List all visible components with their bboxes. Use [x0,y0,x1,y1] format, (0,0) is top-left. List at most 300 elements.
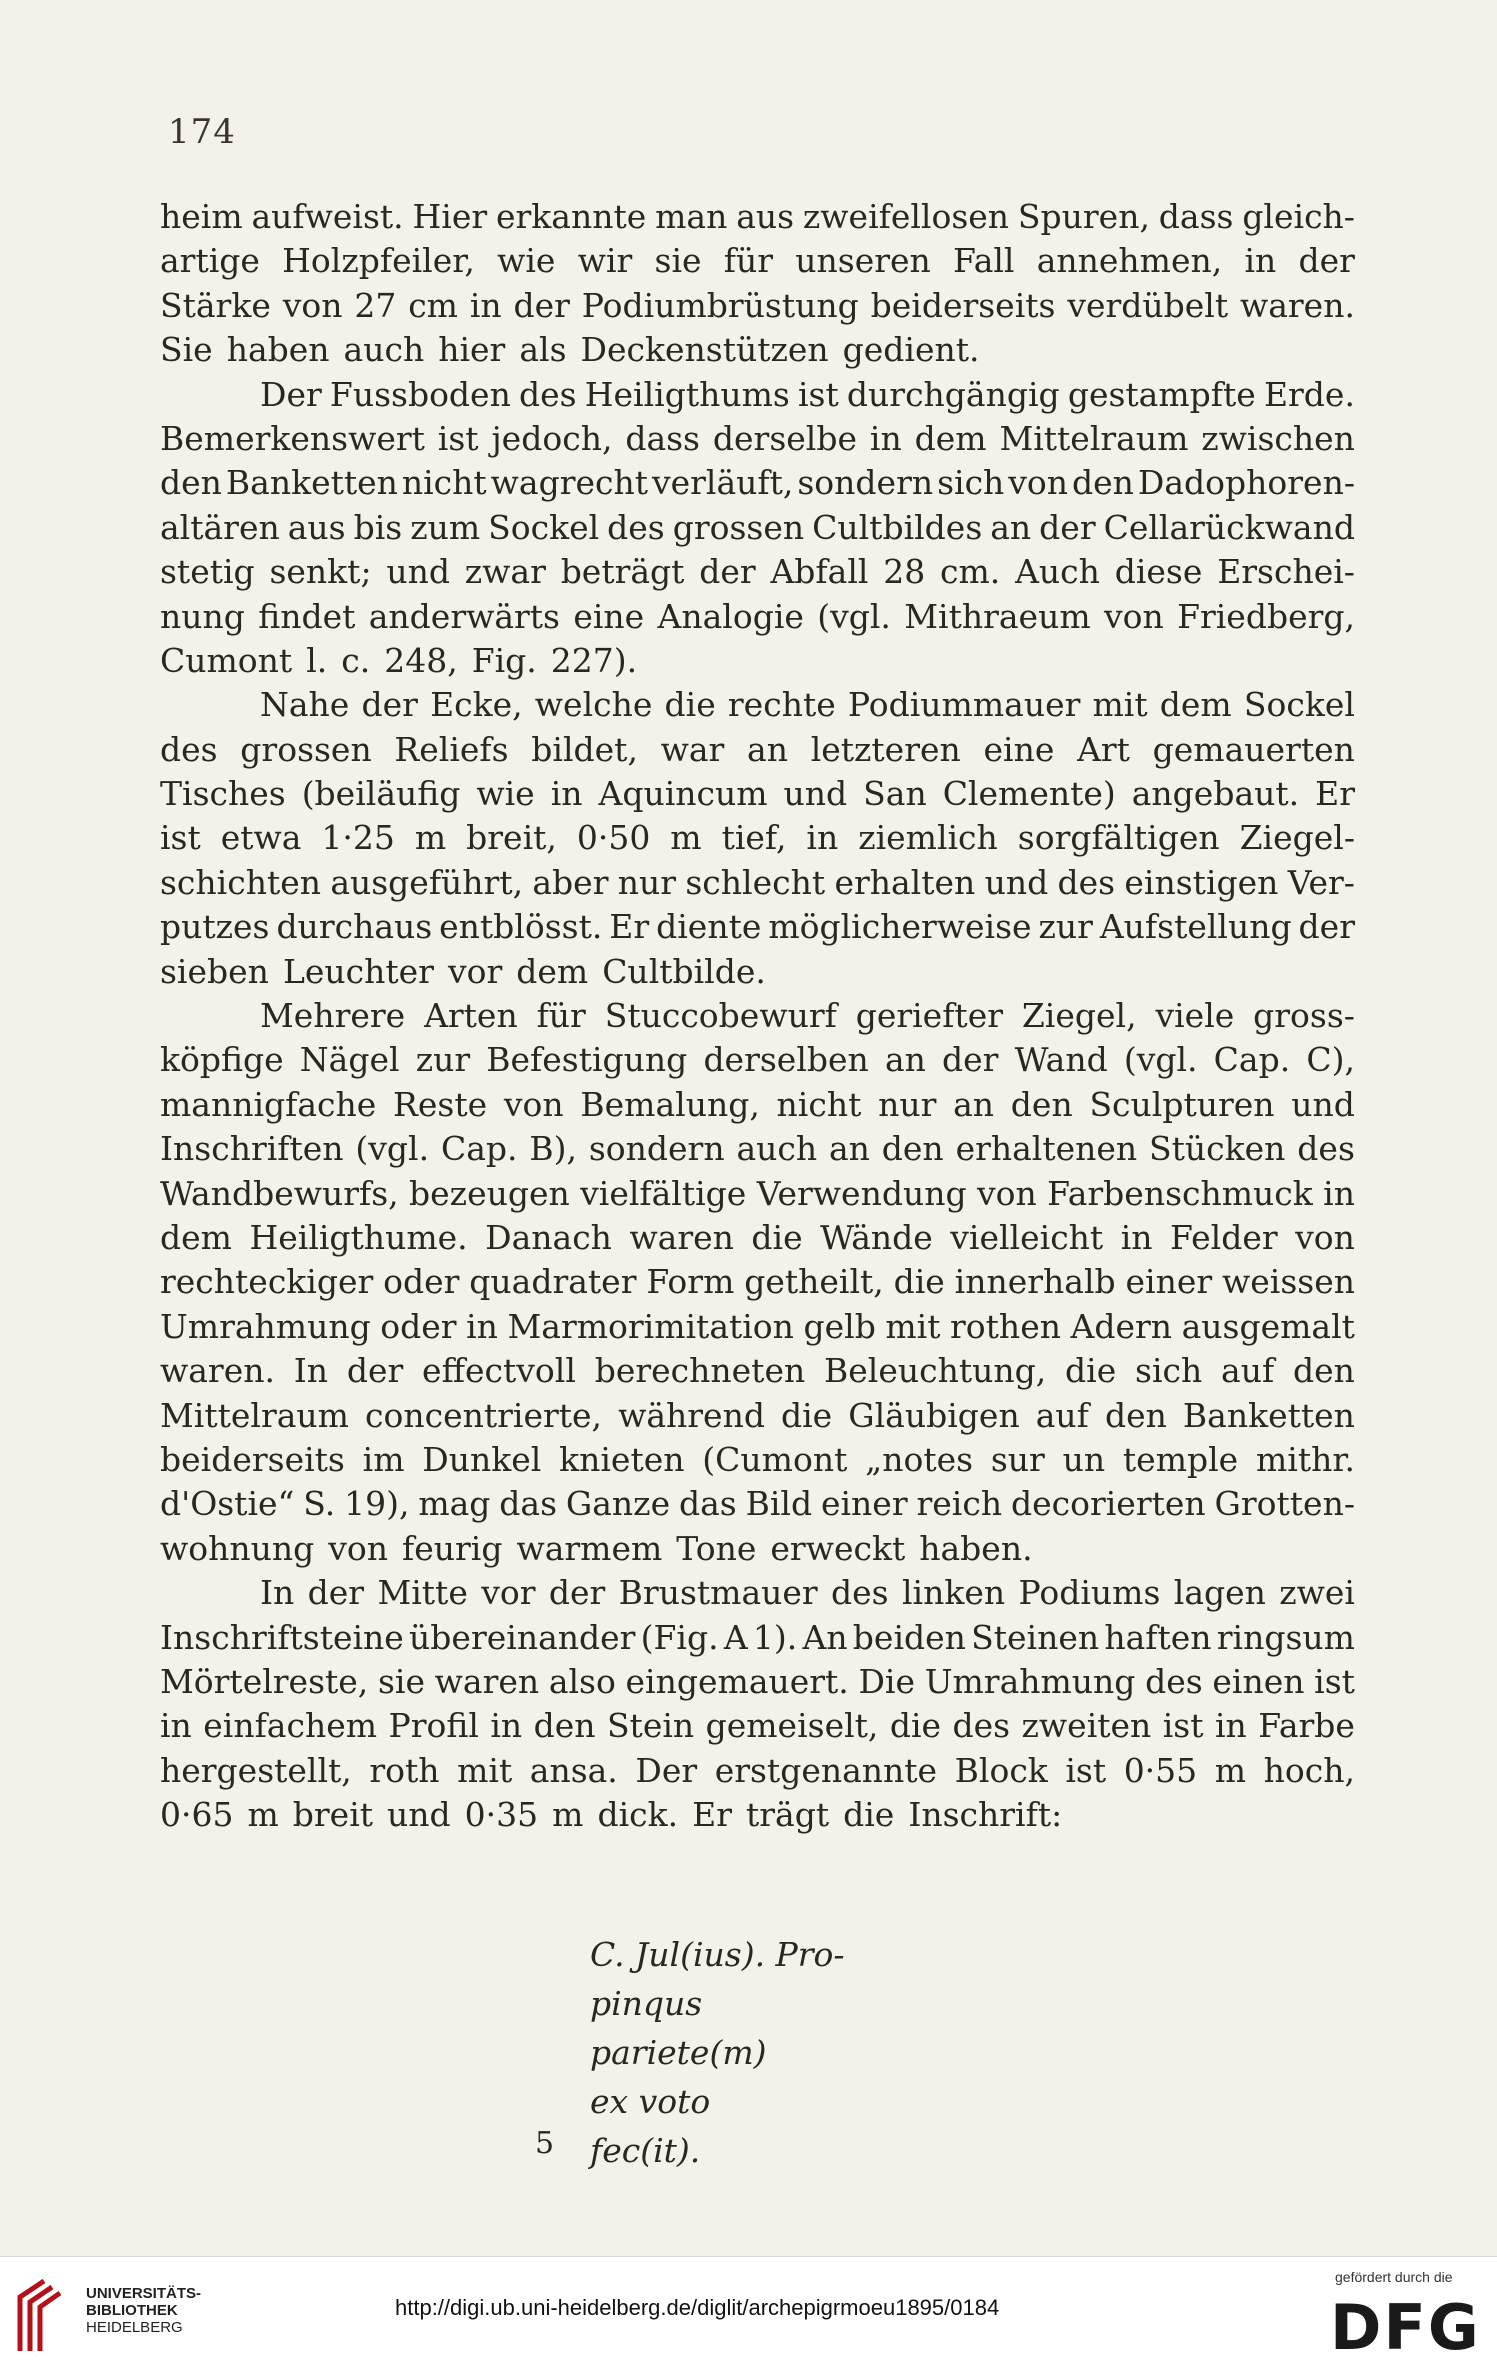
word: den [1072,463,1134,503]
word: Adern [1070,1306,1173,1346]
word: Auch [1015,552,1100,592]
word: Cultbilde. [602,951,766,991]
word: in [466,1306,498,1346]
word: dem [1159,685,1232,725]
word: Tisches [160,774,286,814]
word: Abfall [770,552,869,592]
word: innerhalb [954,1262,1116,1302]
word: und [984,862,1049,902]
word: von [976,1173,1037,1213]
text-line [160,550,1355,594]
word: den [1292,1351,1355,1391]
word: in [1120,1217,1153,1257]
text-line [160,373,1355,417]
word: Steinen [971,1617,1100,1657]
word: jedoch, [491,418,613,458]
word: Cumont [160,640,293,680]
word: diente [656,907,762,947]
word: bildet, [531,729,638,769]
word: des [952,1706,1011,1746]
word: Beleuchtung, [824,1351,1047,1391]
word: Podiumbrüstung [581,285,859,325]
word: den [1010,1084,1073,1124]
text-line [160,1216,1355,1260]
word: ist [1162,1706,1204,1746]
word: m [552,1795,584,1835]
word: haben [226,330,330,370]
library-logo-icon [14,2277,76,2355]
word: übereinander [409,1617,636,1657]
word: reich [916,1484,1003,1524]
word: breit [292,1795,374,1835]
word: gleich- [1242,197,1355,236]
word: l. [306,640,328,680]
word: Bemalung, [580,1084,760,1124]
word: 19), [344,1484,410,1524]
word: beiderseits [160,1439,345,1479]
word: für [536,996,586,1036]
word: in [490,1706,523,1746]
word: Form [646,1262,735,1302]
word: berechneten [594,1351,806,1391]
word: Mehrere [260,996,406,1036]
word: breit, [466,818,557,858]
word: die [781,1395,833,1435]
word: letzteren [810,729,961,769]
word: an [990,507,1032,547]
word: haften [1104,1617,1212,1657]
word: Erde. [1263,374,1355,414]
text-line [160,994,1355,1038]
word: Aquincum [598,774,768,814]
word: der [513,285,570,325]
word: Er [1315,774,1355,814]
word: Der [635,1750,698,1790]
word: ausgeführt, [330,862,524,902]
word: gemauerten [1152,729,1355,769]
text-line [160,506,1355,550]
word: getheilt, [744,1262,884,1302]
word: Sie [160,330,213,370]
word: roth [369,1750,440,1790]
word: Mittelraum [999,418,1189,458]
word: Wand [1014,1040,1108,1080]
word: mit [457,1750,513,1790]
word: Wandbewurfs, [160,1173,399,1213]
word: dass [625,418,700,458]
permalink-url[interactable]: http://digi.ub.uni-heidelberg.de/diglit/archepigrmoeu1895/0184 [395,2295,1000,2320]
word: Spuren, [1017,197,1150,236]
word: knieten [559,1439,685,1479]
word: Er [609,907,650,947]
word: dem [516,951,589,991]
word: gross- [1253,996,1355,1036]
word: also [548,1661,616,1701]
word: putzes [160,907,270,947]
word: geriefter [855,996,1003,1036]
word: dem [160,1217,232,1257]
word: Block [954,1750,1048,1790]
word: anderwärts [368,596,560,636]
body-text [160,195,1355,1837]
word: Sockel [488,507,600,547]
word: derselben [703,1040,869,1080]
word: die [751,1217,803,1257]
word: stetig [160,552,255,592]
word: Fussboden [329,374,511,414]
word: des [1057,862,1116,902]
text-line [160,417,1355,461]
word: aufweist. [251,197,404,236]
word: m [247,1795,279,1835]
word: Felder [1170,1217,1278,1257]
word: einen [1212,1661,1305,1701]
word: von [1103,596,1164,636]
word: Arten [424,996,518,1036]
word: den [533,1706,596,1746]
word: nicht [401,463,487,503]
word: der [307,1573,365,1613]
text-line [160,950,1355,994]
word: Tone [676,1528,757,1568]
word: Stein [606,1706,695,1746]
word: etwa [220,818,302,858]
word: Danach [485,1217,612,1257]
word: den [1104,1395,1167,1435]
word: (vgl. [817,596,891,636]
text-line [160,284,1355,328]
word: ist [798,374,839,414]
word: des [519,374,577,414]
word: Fig. [471,640,537,680]
word: Stuccobewurf [604,996,837,1036]
word: das [499,1484,558,1524]
word: während [618,1395,765,1435]
word: San [863,774,927,814]
word: der [1039,507,1096,547]
word: mit [885,1306,941,1346]
word: d'Ostie“ [160,1484,295,1524]
word: rothen [950,1306,1061,1346]
word: die [889,1706,942,1746]
word: in [869,418,902,458]
word: 28 [883,552,926,592]
word: 227). [550,640,638,680]
word: annehmen, [1036,241,1223,281]
word: m [1214,1750,1247,1790]
word: an [747,729,788,769]
word: An [802,1617,848,1657]
word: Sockel [1243,685,1355,725]
word: gelb [803,1306,876,1346]
word: Dadophoren- [1137,463,1355,503]
word: bezeugen [409,1173,570,1213]
text-line [160,1127,1355,1171]
word: Inschriften [160,1129,344,1169]
text-line [160,1394,1355,1438]
word: oder [383,1262,460,1302]
word: (Cumont [702,1439,848,1479]
word: grossen [240,729,372,769]
word: schlecht [685,862,826,902]
word: verdübelt [1067,285,1229,325]
page-number: 174 [168,112,236,152]
word: altären [160,507,280,547]
word: effectvoll [422,1351,576,1391]
word: mag [418,1484,491,1524]
word: auch [736,1129,818,1169]
word: vielleicht [950,1217,1104,1257]
word: durchaus [276,907,433,947]
word: „notes [865,1439,974,1479]
word: nur [617,862,677,902]
word: wohnung [160,1528,315,1568]
word: des [1145,1661,1203,1701]
word: dem [914,418,987,458]
word: In [260,1573,295,1613]
word: 27 [354,285,397,325]
word: hier [438,330,506,370]
word: zwar [464,552,546,592]
text-line [160,816,1355,860]
text-line [160,1482,1355,1526]
word: in [806,818,839,858]
library-name-line3: HEIDELBERG [86,2319,183,2336]
word: schichten [160,862,322,902]
word: Cultbildes [812,507,983,547]
word: verläuft, [651,463,794,503]
word: auf [1035,1395,1089,1435]
word: und [387,1795,451,1835]
inscription-line: ex voto [590,2082,711,2121]
word: hoch, [1263,1750,1355,1790]
word: wir [577,241,633,281]
text-line [160,772,1355,816]
word: möglicherweise [768,907,1032,947]
word: 0·65 [160,1795,234,1835]
word: (beiläufig [301,774,461,814]
word: ansa. [529,1750,618,1790]
word: die [843,1795,895,1835]
word: gestampfte [1067,374,1256,414]
word: bis [353,507,403,547]
word: erhaltenen [955,1129,1138,1169]
word: in [1323,1173,1355,1213]
word: von [282,285,343,325]
text-line [160,1305,1355,1349]
word: Cellarückwand [1103,507,1355,547]
word: für [723,241,774,281]
word: S. [303,1484,336,1524]
word: als [519,330,567,370]
word: ziemlich [858,818,998,858]
word: haben. [919,1528,1033,1568]
word: waren [434,1661,540,1701]
word: wagrecht [490,463,649,503]
text-line [160,239,1355,283]
word: den [160,463,222,503]
word: Mitte [377,1573,468,1613]
inscription-line: C. Jul(ius). Pro- [590,1935,845,1974]
word: rechteckiger [160,1262,374,1302]
word: Art [1077,729,1130,769]
word: dick. [597,1795,679,1835]
word: Podiums [1018,1573,1161,1613]
text-line [160,1083,1355,1127]
inscription-line: pinqus [590,1984,703,2023]
word: Bild [745,1484,813,1524]
word: Inschrift: [908,1795,1063,1835]
word: der [361,685,418,725]
word: Befestigung [486,1040,688,1080]
word: Analogie [657,596,804,636]
word: von [328,1528,389,1568]
word: Erschei- [1217,552,1355,592]
word: sondern [797,463,934,503]
word: und [386,552,450,592]
word: lagen [1173,1573,1266,1613]
word: Wände [820,1217,933,1257]
word: zur [1038,907,1093,947]
word: mit [1092,685,1148,725]
word: senkt; [269,552,372,592]
word: Mittelraum [160,1395,349,1435]
word: ringsum [1216,1617,1355,1657]
word: von [1008,463,1069,503]
word: mithr. [1255,1439,1355,1479]
word: 0·55 [1123,1750,1198,1790]
word: Grotten- [1214,1484,1355,1524]
text-line [160,683,1355,727]
word: angebaut. [1131,774,1300,814]
text-line [160,1571,1355,1615]
word: an [884,1040,926,1080]
word: hergestellt, [160,1750,352,1790]
word: der [699,552,756,592]
word: der [1298,241,1355,281]
word: erweckt [770,1528,906,1568]
word: Umrahmung [160,1306,371,1346]
word: ist [160,818,201,858]
word: welche [534,685,653,725]
word: warmem [516,1528,663,1568]
word: C), [1306,1040,1355,1080]
text-line [160,1616,1355,1660]
word: linken [901,1573,1006,1613]
word: der [942,1040,999,1080]
word: Die [858,1661,916,1701]
text-line [160,905,1355,949]
word: Podiummauer [847,685,1081,725]
word: tief, [721,818,787,858]
word: aus [287,507,346,547]
word: Friedberg, [1177,596,1355,636]
word: waren. [1239,285,1355,325]
word: oder [380,1306,457,1346]
word: Ziegel- [1239,818,1355,858]
word: mannigfache [160,1084,377,1124]
word: Stücken [1149,1129,1286,1169]
word: beiderseits [870,285,1056,325]
word: A [723,1617,748,1657]
library-name-line1: UNIVERSITÄTS- [86,2285,202,2302]
word: Heiligthume. [249,1217,468,1257]
word: eine [983,729,1055,769]
text-line [160,1349,1355,1393]
word: in [1244,241,1277,281]
word: von [1295,1217,1355,1257]
word: sur [990,1439,1045,1479]
word: sich [1135,1351,1203,1391]
word: vielfältige [580,1173,747,1213]
text-line [160,595,1355,639]
word: Ecke, [430,685,523,725]
word: vor [447,951,503,991]
word: Banketten [225,463,398,503]
word: beiden [852,1617,966,1657]
word: der [346,1351,404,1391]
word: Der [260,374,322,414]
word: in [550,774,583,814]
word: zwei [1279,1573,1355,1613]
text-line [160,1527,1355,1571]
word: der [1298,907,1355,947]
word: 0·50 [576,818,651,858]
word: die [1065,1351,1117,1391]
word: Mörtelreste, [160,1661,369,1701]
text-line [160,1260,1355,1304]
word: feurig [402,1528,503,1568]
text-line [160,861,1355,905]
word: wie [497,241,556,281]
word: sondern [588,1129,725,1169]
word: zwischen [1201,418,1355,458]
word: Bemerkenswert [160,418,425,458]
word: Farbe [1258,1706,1355,1746]
word: eingemauert. [625,1661,849,1701]
word: und [783,774,848,814]
word: viele [1155,996,1235,1036]
word: trägt [745,1795,830,1835]
word: Cap. [440,1129,518,1169]
text-line [160,1749,1355,1793]
word: grossen [672,507,805,547]
word: Reste [393,1084,488,1124]
word: cm. [940,552,1001,592]
library-name [86,2285,201,2336]
word: Sculpturen [1089,1084,1275,1124]
word: sie [654,241,702,281]
word: köpfige [160,1040,284,1080]
word: vor [481,1573,536,1613]
word: die [664,685,716,725]
word: Stärke [160,285,271,325]
word: nur [878,1084,937,1124]
word: Ganze [565,1484,671,1524]
word: Cap. [1213,1040,1291,1080]
text-line [160,1172,1355,1216]
word: Ver- [1287,862,1355,902]
word: von [503,1084,564,1124]
word: gedient. [842,330,980,370]
word: Profil [388,1706,479,1746]
word: m [670,818,702,858]
word: ist [437,418,479,458]
word: temple [1122,1439,1239,1479]
word: aber [532,862,609,902]
word: sorgfältigen [1017,818,1220,858]
word: durchgängig [846,374,1060,414]
